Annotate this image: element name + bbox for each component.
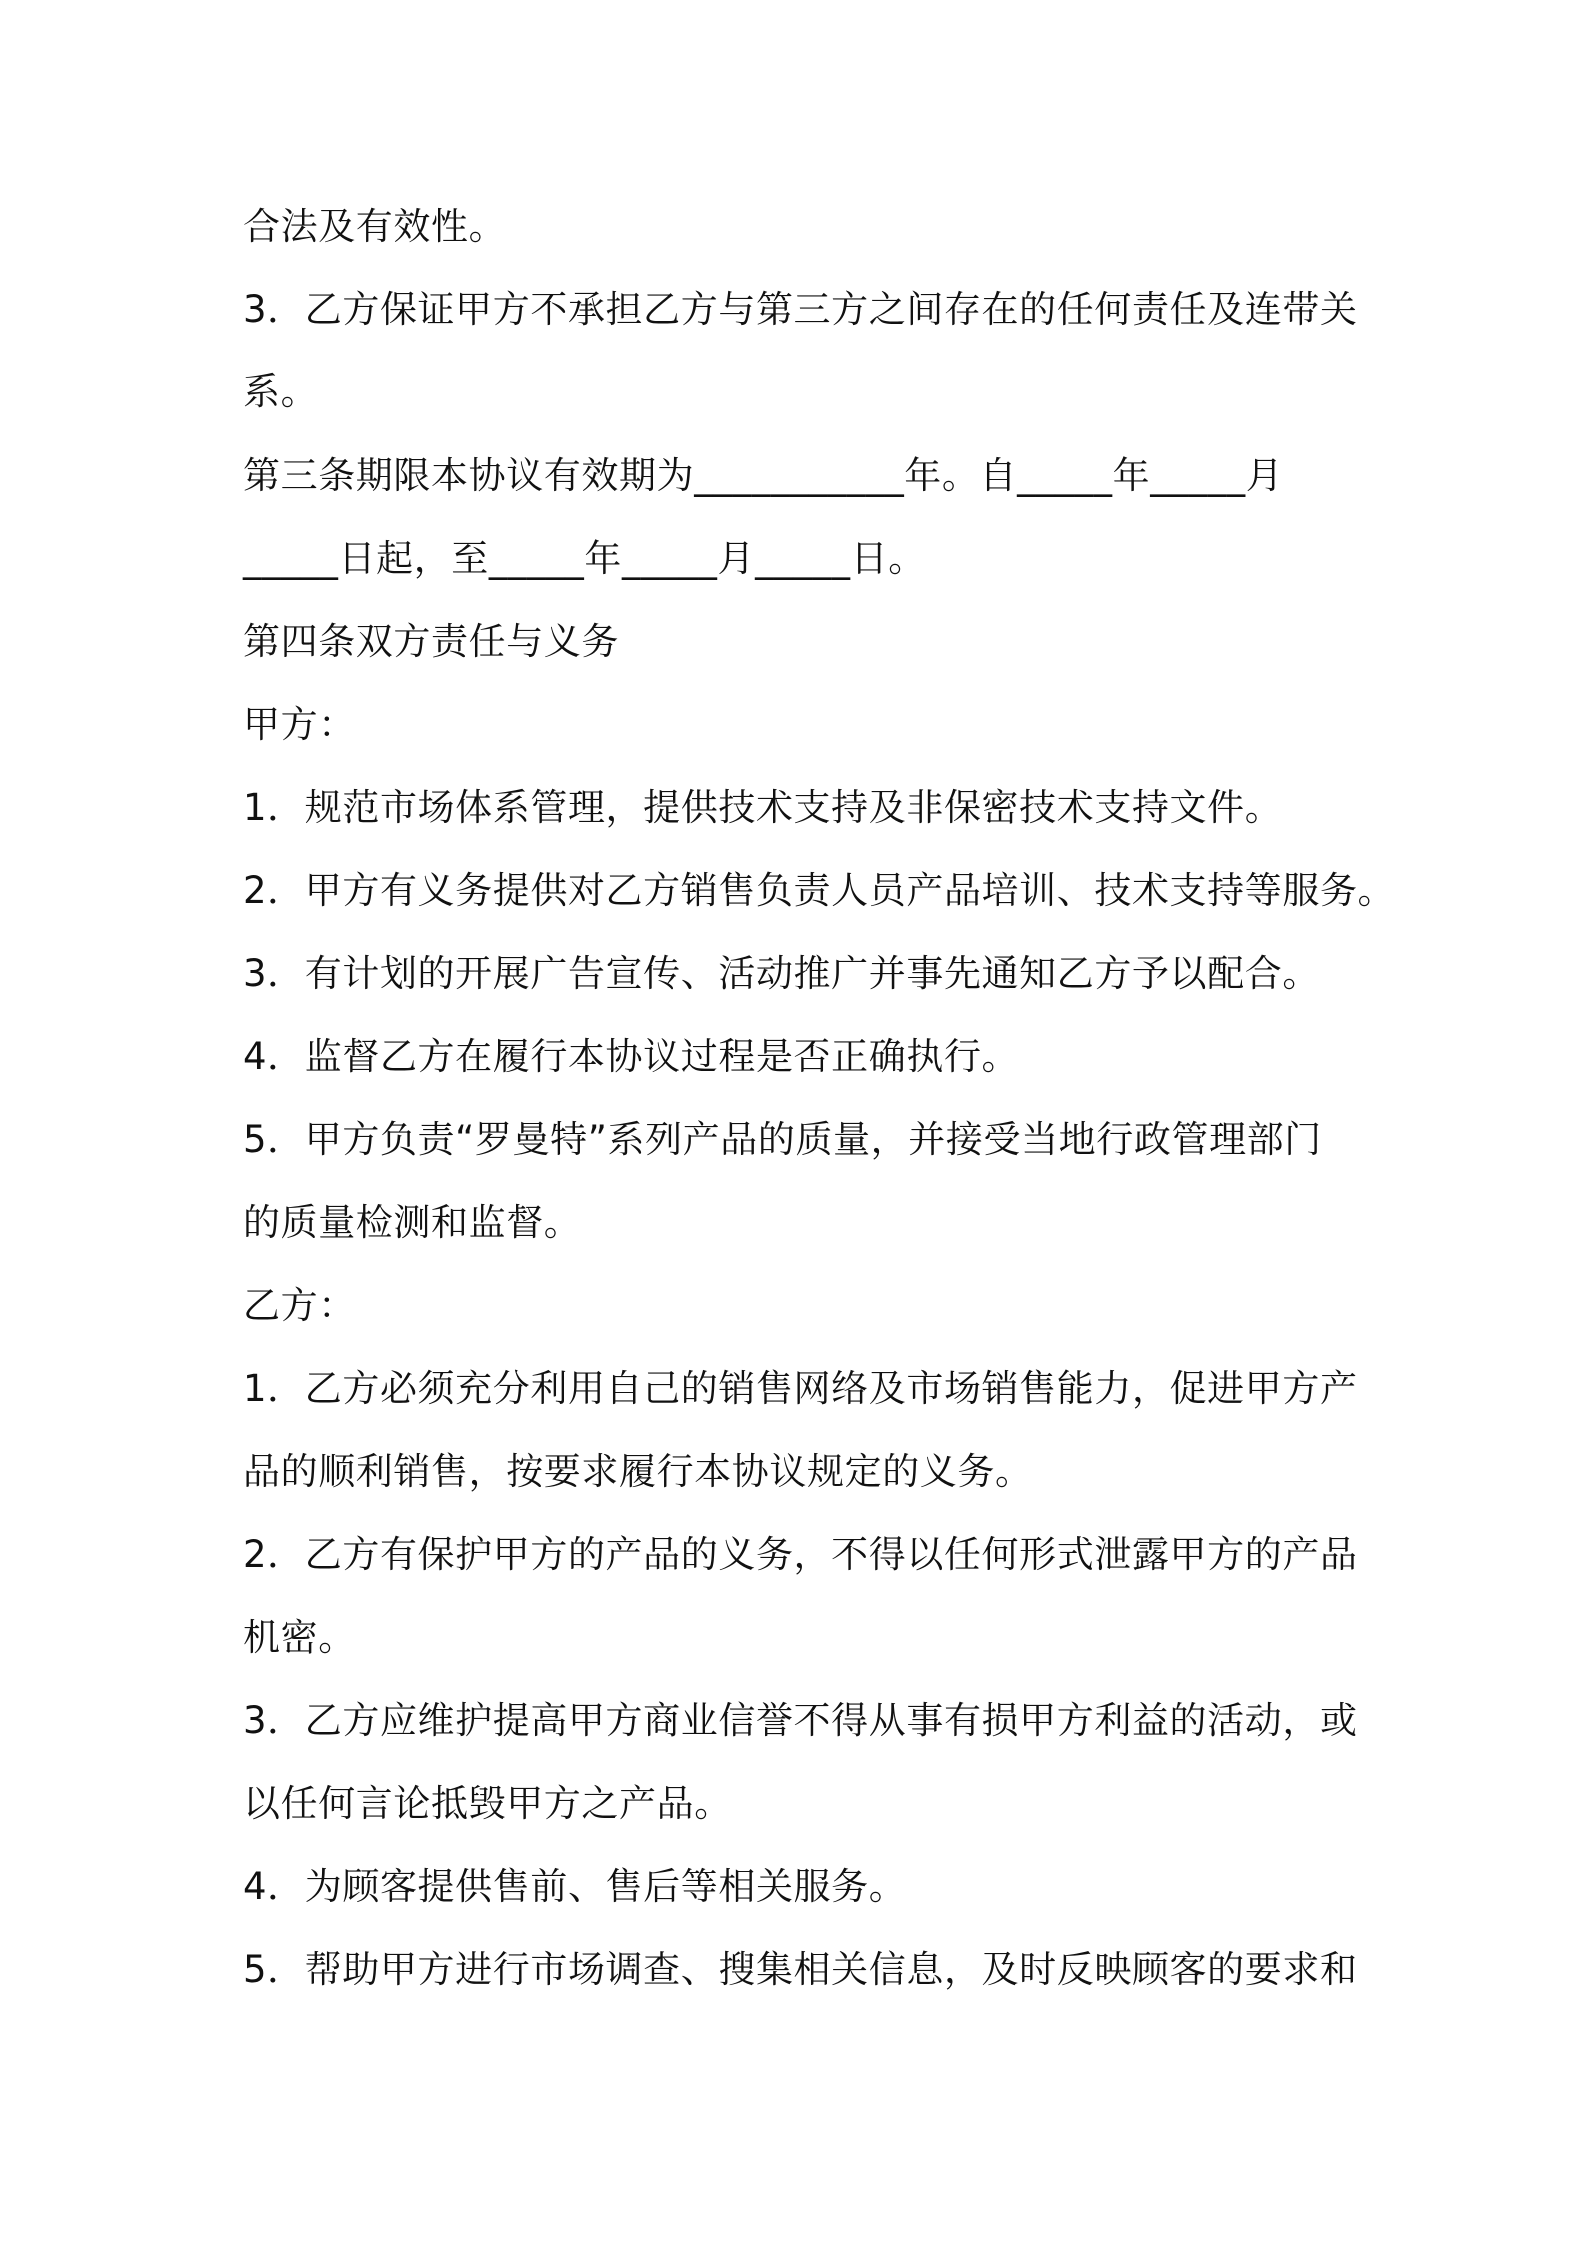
text-line: 1．规范市场体系管理，提供技术支持及非保密技术支持文件。 bbox=[243, 786, 1283, 829]
text-line: 4．为顾客提供售前、售后等相关服务。 bbox=[243, 1865, 907, 1908]
text-line: _____日起，至_____年_____月_____日。 bbox=[243, 537, 926, 580]
text-line: 以任何言论抵毁甲方之产品。 bbox=[243, 1782, 732, 1825]
text-line: 2．甲方有义务提供对乙方销售负责人员产品培训、技术支持等服务。 bbox=[243, 869, 1396, 912]
party-heading: 乙方： bbox=[243, 1284, 356, 1327]
text-line: 3．乙方应维护提高甲方商业信誉不得从事有损甲方利益的活动，或 bbox=[243, 1699, 1358, 1742]
text-line: 品的顺利销售，按要求履行本协议规定的义务。 bbox=[243, 1450, 1033, 1493]
text-line: 系。 bbox=[243, 370, 319, 413]
section-heading: 第四条双方责任与义务 bbox=[243, 620, 619, 663]
text-line: 5．甲方负责“罗曼特”系列产品的质量，并接受当地行政管理部门 bbox=[243, 1118, 1322, 1161]
text-line: 3．乙方保证甲方不承担乙方与第三方之间存在的任何责任及连带关 bbox=[243, 288, 1358, 331]
text-line: 2．乙方有保护甲方的产品的义务，不得以任何形式泄露甲方的产品 bbox=[243, 1533, 1358, 1576]
text-line: 合法及有效性。 bbox=[243, 205, 507, 248]
text-line: 5．帮助甲方进行市场调查、搜集相关信息，及时反映顾客的要求和 bbox=[243, 1948, 1358, 1991]
text-line: 第三条期限本协议有效期为___________年。自_____年_____月 bbox=[243, 454, 1284, 497]
text-line: 机密。 bbox=[243, 1616, 356, 1659]
text-line: 的质量检测和监督。 bbox=[243, 1201, 582, 1244]
party-heading: 甲方： bbox=[243, 703, 356, 746]
text-line: 3．有计划的开展广告宣传、活动推广并事先通知乙方予以配合。 bbox=[243, 952, 1320, 995]
text-line: 1．乙方必须充分利用自己的销售网络及市场销售能力，促进甲方产 bbox=[243, 1367, 1358, 1410]
text-line: 4．监督乙方在履行本协议过程是否正确执行。 bbox=[243, 1035, 1020, 1078]
